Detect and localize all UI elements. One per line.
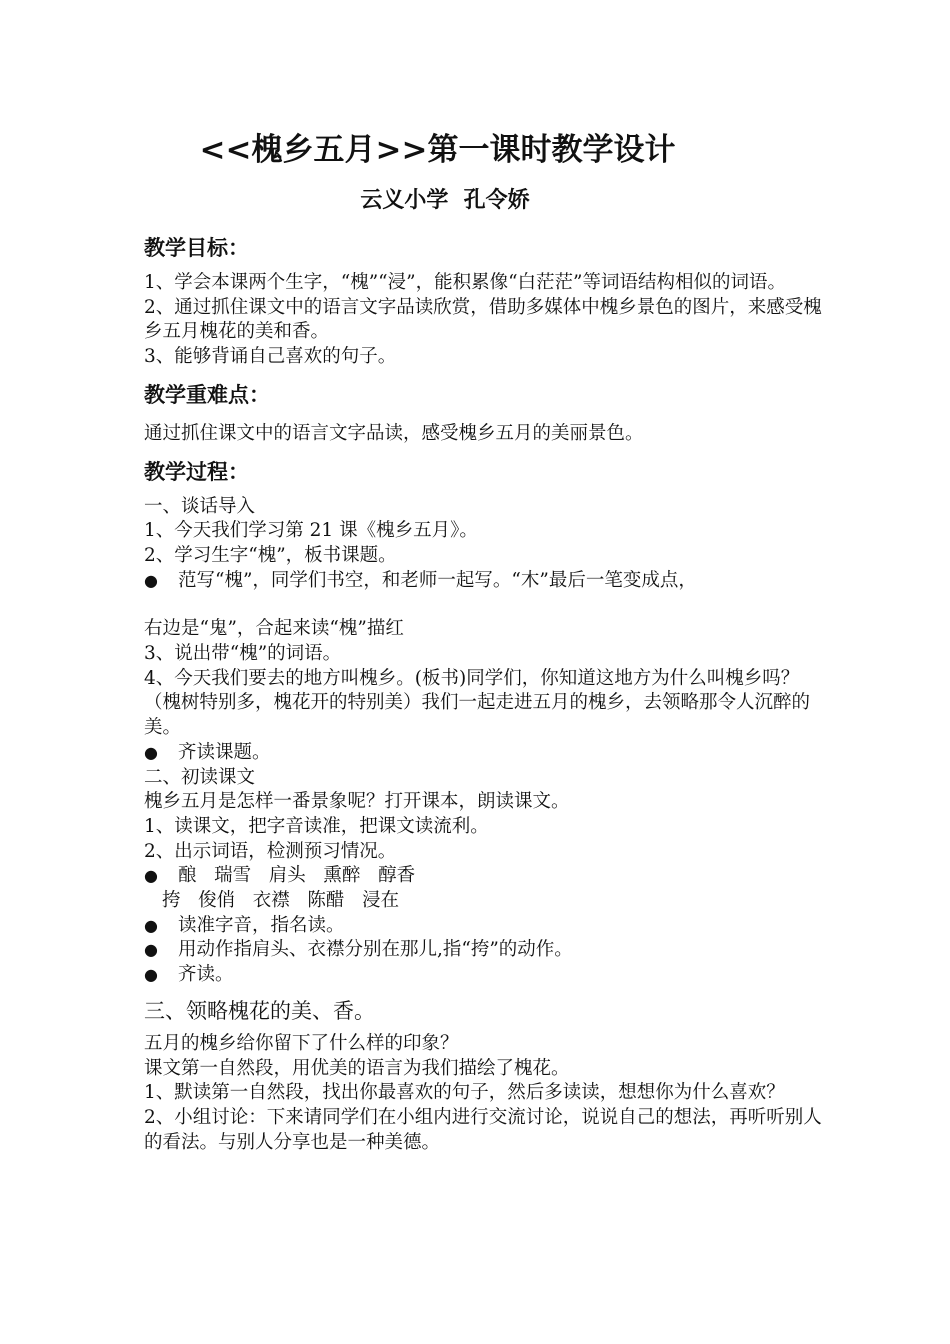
vocab-line: 挎 俊俏 衣襟 陈醋 浸在 bbox=[162, 890, 400, 912]
bullet-icon: ● bbox=[144, 866, 158, 886]
list-item bbox=[144, 963, 824, 988]
key-points-text: 通过抓住课文中的语言文字品读，感受槐乡五月的美丽景色。 bbox=[144, 422, 644, 444]
bullet-icon: ● bbox=[144, 915, 158, 935]
bullet-icon: ● bbox=[144, 965, 158, 985]
part3-question: 五月的槐乡给你留下了什么样的印象？ bbox=[144, 1032, 459, 1054]
bullet-text: 范写“槐”，同学们书空，和老师一起写。“木”最后一笔变成点， bbox=[178, 569, 697, 591]
part3-intro: 课文第一自然段，用优美的语言为我们描绘了槐花。 bbox=[144, 1057, 570, 1079]
part2-title: 二、初读课文 bbox=[144, 766, 256, 788]
vocab-line: 酿 瑞雪 肩头 熏醉 醇香 bbox=[178, 865, 416, 887]
part2-step: 1、读课文，把字音读准，把课文读流利。 bbox=[144, 815, 489, 837]
goal-item: 2、通过抓住课文中的语言文字品读欣赏，借助多媒体中槐乡景色的图片，来感受槐乡五月槐花的美和香。 bbox=[144, 296, 822, 343]
list-item bbox=[144, 864, 824, 889]
blank-line bbox=[144, 593, 824, 617]
bullet-text: 齐读。 bbox=[178, 964, 234, 986]
part2-step: 2、出示词语，检测预习情况。 bbox=[144, 840, 397, 862]
bullet-icon: ● bbox=[144, 940, 158, 960]
part1-title: 一、谈话导入 bbox=[144, 495, 256, 517]
bullet-icon: ● bbox=[144, 570, 158, 590]
part1-step: 3、说出带“槐”的词语。 bbox=[144, 643, 342, 665]
part1-step: 2、学习生字“槐”，板书课题。 bbox=[144, 544, 397, 566]
bullet-text: 齐读课题。 bbox=[178, 741, 271, 763]
bullet-continuation: 右边是“鬼”，合起来读“槐”描红 bbox=[144, 618, 404, 640]
document-title: <<槐乡五月>>第一课时教学设计 bbox=[199, 132, 676, 168]
bullet-text: 用动作指肩头、衣襟分别在那儿,指“挎”的动作。 bbox=[178, 939, 573, 961]
part2-intro: 槐乡五月是怎样一番景象呢？打开课本，朗读课文。 bbox=[144, 791, 570, 813]
part1-step: 1、今天我们学习第 21 课《槐乡五月》。 bbox=[144, 520, 478, 542]
author-line: 云义小学 孔令娇 bbox=[360, 187, 530, 213]
goal-item: 3、能够背诵自己喜欢的句子。 bbox=[144, 346, 397, 368]
goal-item: 1、学会本课两个生字，“槐”“浸”，能积累像“白茫茫”等词语结构相似的词语。 bbox=[144, 272, 787, 293]
document-body bbox=[144, 233, 824, 1155]
list-item bbox=[144, 938, 824, 963]
list-item bbox=[144, 569, 824, 594]
bullet-text: 读准字音，指名读。 bbox=[178, 914, 345, 936]
list-item bbox=[144, 741, 824, 766]
part3-step: 2、小组讨论：下来请同学们在小组内进行交流讨论，说说自己的想法，再听听别人的看法。与别人分享也是一种美德。 bbox=[144, 1106, 822, 1153]
part1-step: 4、今天我们要去的地方叫槐乡。(板书)同学们，你知道这地方为什么叫槐乡吗？（槐树特别多，槐花开的特别美）我们一起走进五月的槐乡，去领略那令人沉醉的美。 bbox=[144, 667, 811, 739]
bullet-icon: ● bbox=[144, 742, 158, 762]
part3-step: 1、默读第一自然段，找出你最喜欢的句子，然后多读读，想想你为什么喜欢？ bbox=[144, 1082, 785, 1104]
part3-title: 三、领略槐花的美、香。 bbox=[144, 998, 375, 1023]
process-heading: 教学过程： bbox=[144, 458, 249, 484]
key-points-heading: 教学重难点： bbox=[144, 381, 270, 407]
list-item bbox=[144, 914, 824, 939]
goals-heading: 教学目标： bbox=[144, 235, 249, 260]
